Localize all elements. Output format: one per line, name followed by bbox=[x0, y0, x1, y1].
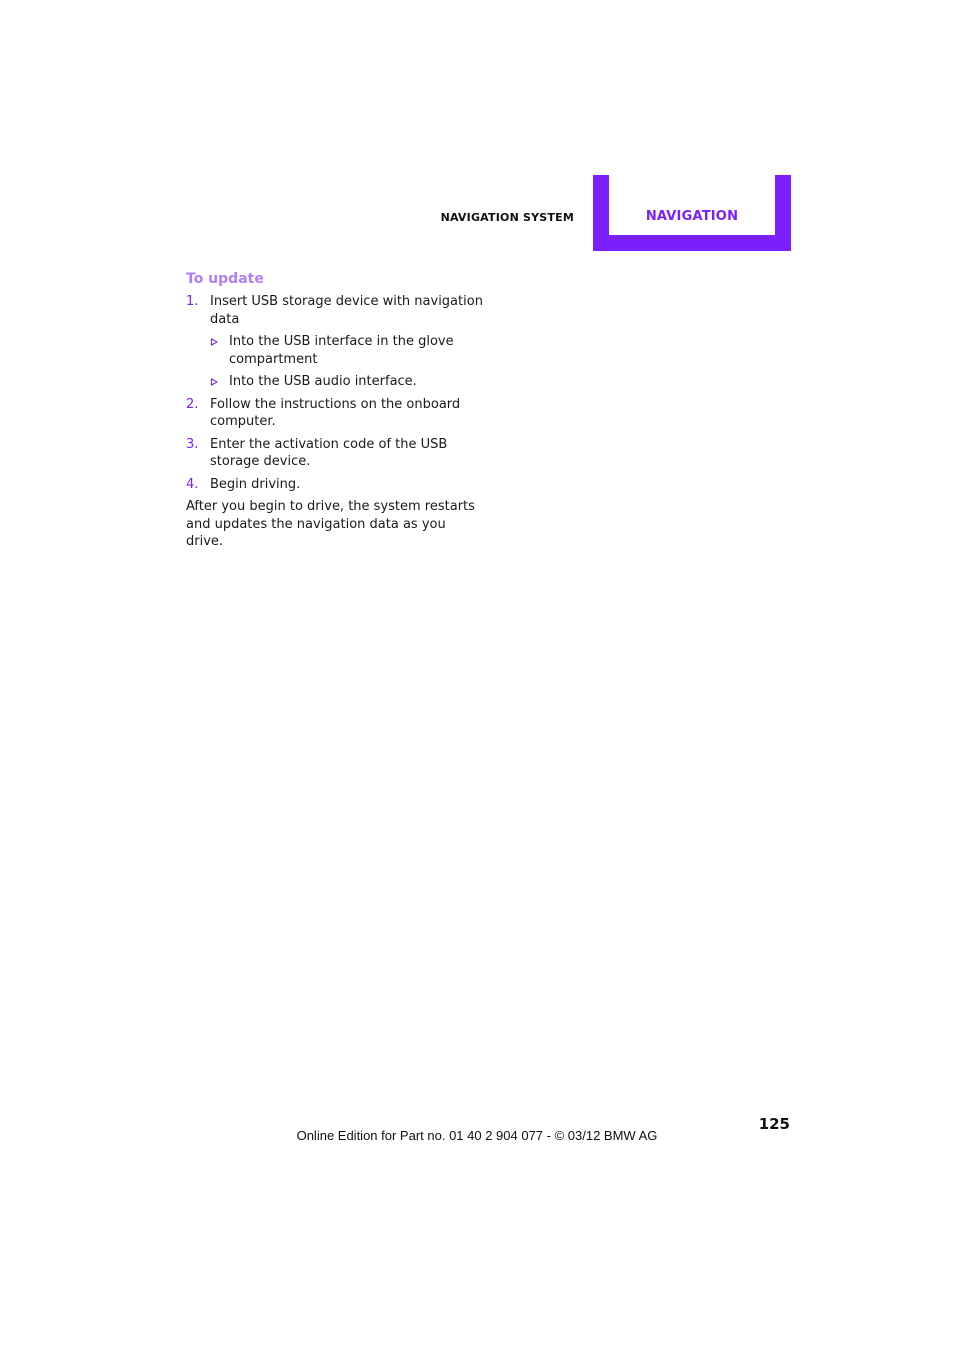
step-item bbox=[186, 396, 486, 431]
sub-item bbox=[210, 333, 486, 368]
sub-list bbox=[210, 333, 486, 391]
step-number: 3. bbox=[186, 436, 199, 452]
step-number: 4. bbox=[186, 476, 199, 492]
closing-paragraph: After you begin to drive, the system restarts and updates the navigation data as you drive. bbox=[186, 499, 475, 549]
step-number: 1. bbox=[186, 294, 199, 309]
section-title: To update bbox=[186, 271, 264, 287]
sub-item-text: Into the USB audio interface. bbox=[229, 374, 417, 389]
step-item bbox=[186, 476, 486, 494]
step-text: Begin driving. bbox=[210, 476, 301, 492]
step-number: 2. bbox=[186, 396, 199, 412]
step-item bbox=[186, 293, 486, 391]
footer-edition: Online Edition for Part no. 01 40 2 904 077 - © 03/12 BMW AG bbox=[296, 1128, 658, 1143]
steps-list bbox=[186, 293, 486, 493]
sub-item bbox=[210, 373, 486, 391]
step-item bbox=[186, 436, 486, 471]
main-content bbox=[186, 270, 486, 551]
step-text: Enter the activation code of the USB storage device. bbox=[210, 436, 448, 469]
page-number: 125 bbox=[758, 1115, 790, 1133]
step-text: Insert USB storage device with navigation data bbox=[210, 294, 483, 327]
chapter-tab-inner bbox=[609, 175, 775, 235]
step-text: Follow the instructions on the onboard computer. bbox=[210, 396, 461, 429]
running-header-section: NAVIGATION SYSTEM bbox=[440, 211, 574, 224]
arrow-bullet-icon bbox=[211, 378, 218, 386]
chapter-tab-label: NAVIGATION bbox=[645, 209, 739, 224]
chapter-tab bbox=[593, 175, 791, 251]
sub-item-text: Into the USB interface in the glove compartment bbox=[229, 334, 454, 367]
arrow-bullet-icon bbox=[211, 338, 218, 346]
